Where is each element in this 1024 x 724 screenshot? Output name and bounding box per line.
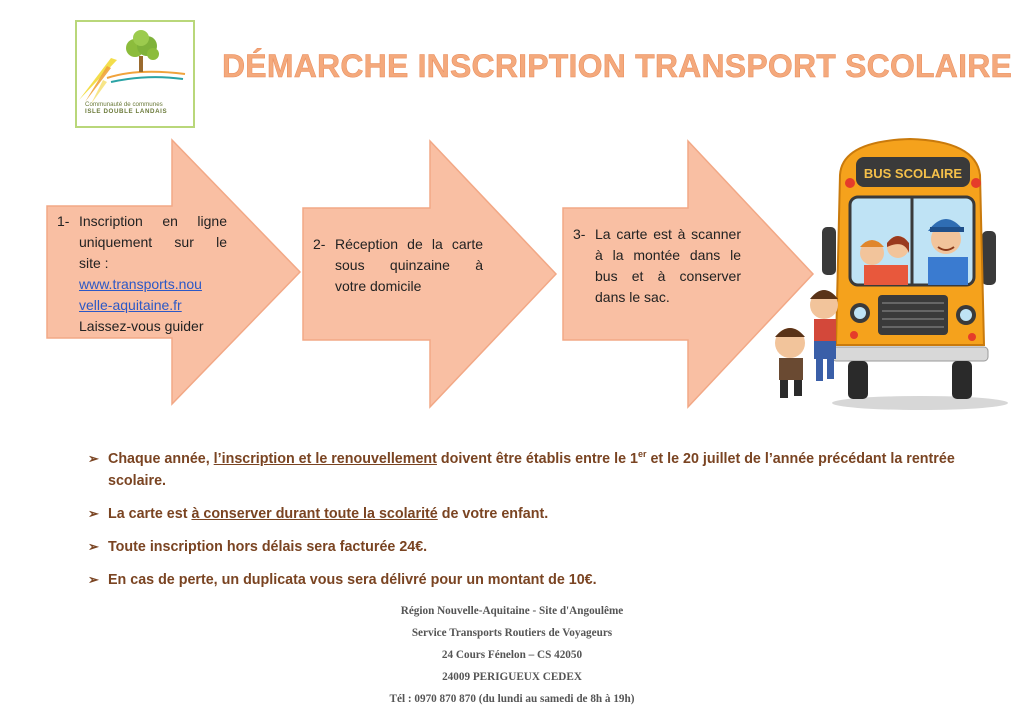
step-3-line-2: à la montée dans le	[595, 247, 741, 263]
arrow-bullet-icon: ➢	[88, 539, 99, 554]
bullet-2-underlined: à conserver durant toute la scolarité	[191, 506, 438, 522]
step-3-line-3: bus et à conserver	[595, 268, 741, 284]
step-1-line-3: site :	[79, 255, 109, 271]
list-item	[88, 536, 976, 558]
bullet-1-sup: er	[637, 449, 647, 460]
step-2-line-1: Réception de la carte	[335, 236, 483, 252]
step-1-guide: Laissez-vous guider	[79, 318, 204, 334]
bullet-2-text-b: de votre enfant.	[437, 506, 549, 522]
school-bus-icon	[770, 135, 1010, 415]
footer-line-1: Région Nouvelle-Aquitaine - Site d'Angoulême	[400, 605, 624, 617]
arrow-bullet-icon: ➢	[88, 451, 99, 466]
step-1-line-2: uniquement sur le	[79, 234, 227, 250]
list-item	[88, 569, 976, 591]
bullet-2-text-a: La carte est	[108, 506, 192, 522]
step-3-line-4: dans le sac.	[595, 289, 670, 305]
step-1-line-1: Inscription en ligne	[79, 213, 227, 229]
page-title: DÉMARCHE INSCRIPTION TRANSPORT SCOLAIRE	[222, 48, 1013, 84]
step-2-number: 2-	[313, 236, 326, 252]
info-list	[88, 448, 976, 602]
bullet-1-text-c: et le 20 juillet de l’année précédant la rentrée scolaire.	[108, 451, 955, 489]
footer-line-2: Service Transports Routiers de Voyageurs	[411, 627, 613, 639]
step-3-line-1: La carte est à scanner	[595, 226, 741, 242]
step-2-line-3: votre domicile	[335, 278, 422, 294]
bus-sign: BUS SCOLAIRE	[863, 166, 963, 181]
bullet-1-underlined: l’inscription et le renouvellement	[213, 451, 437, 467]
arrow-bullet-icon: ➢	[88, 506, 99, 521]
bullet-3-text: Toute inscription hors délais sera facturée 24€.	[108, 539, 428, 555]
footer-address	[300, 600, 724, 710]
website-link-cont[interactable]: velle-aquitaine.fr	[79, 297, 182, 313]
footer-line-3: 24 Cours Fénelon – CS 42050	[441, 649, 583, 661]
step-3-number: 3-	[573, 226, 586, 242]
step-3	[573, 224, 741, 308]
footer-line-4: 24009 PERIGUEUX CEDEX	[442, 671, 582, 683]
logo-line-1: Communauté de communes	[85, 101, 163, 108]
bullet-1-text-b: doivent être établis entre le 1	[436, 451, 638, 467]
arrow-bullet-icon: ➢	[88, 572, 99, 587]
step-1-number: 1-	[57, 213, 70, 229]
step-1	[57, 211, 227, 337]
bullet-4-text: En cas de perte, un duplicata vous sera délivré pour un montant de 10€.	[108, 572, 597, 588]
step-2	[313, 234, 483, 297]
list-item	[88, 448, 976, 492]
step-2-line-2: sous quinzaine à	[335, 257, 483, 273]
bullet-1-text-a: Chaque année,	[108, 451, 214, 467]
website-link[interactable]: www.transports.nou	[79, 276, 202, 292]
logo-line-2: ISLE DOUBLE LANDAIS	[85, 108, 168, 115]
list-item	[88, 503, 976, 525]
footer-line-5: Tél : 0970 870 870 (du lundi au samedi de 8h à 19h)	[389, 693, 635, 705]
